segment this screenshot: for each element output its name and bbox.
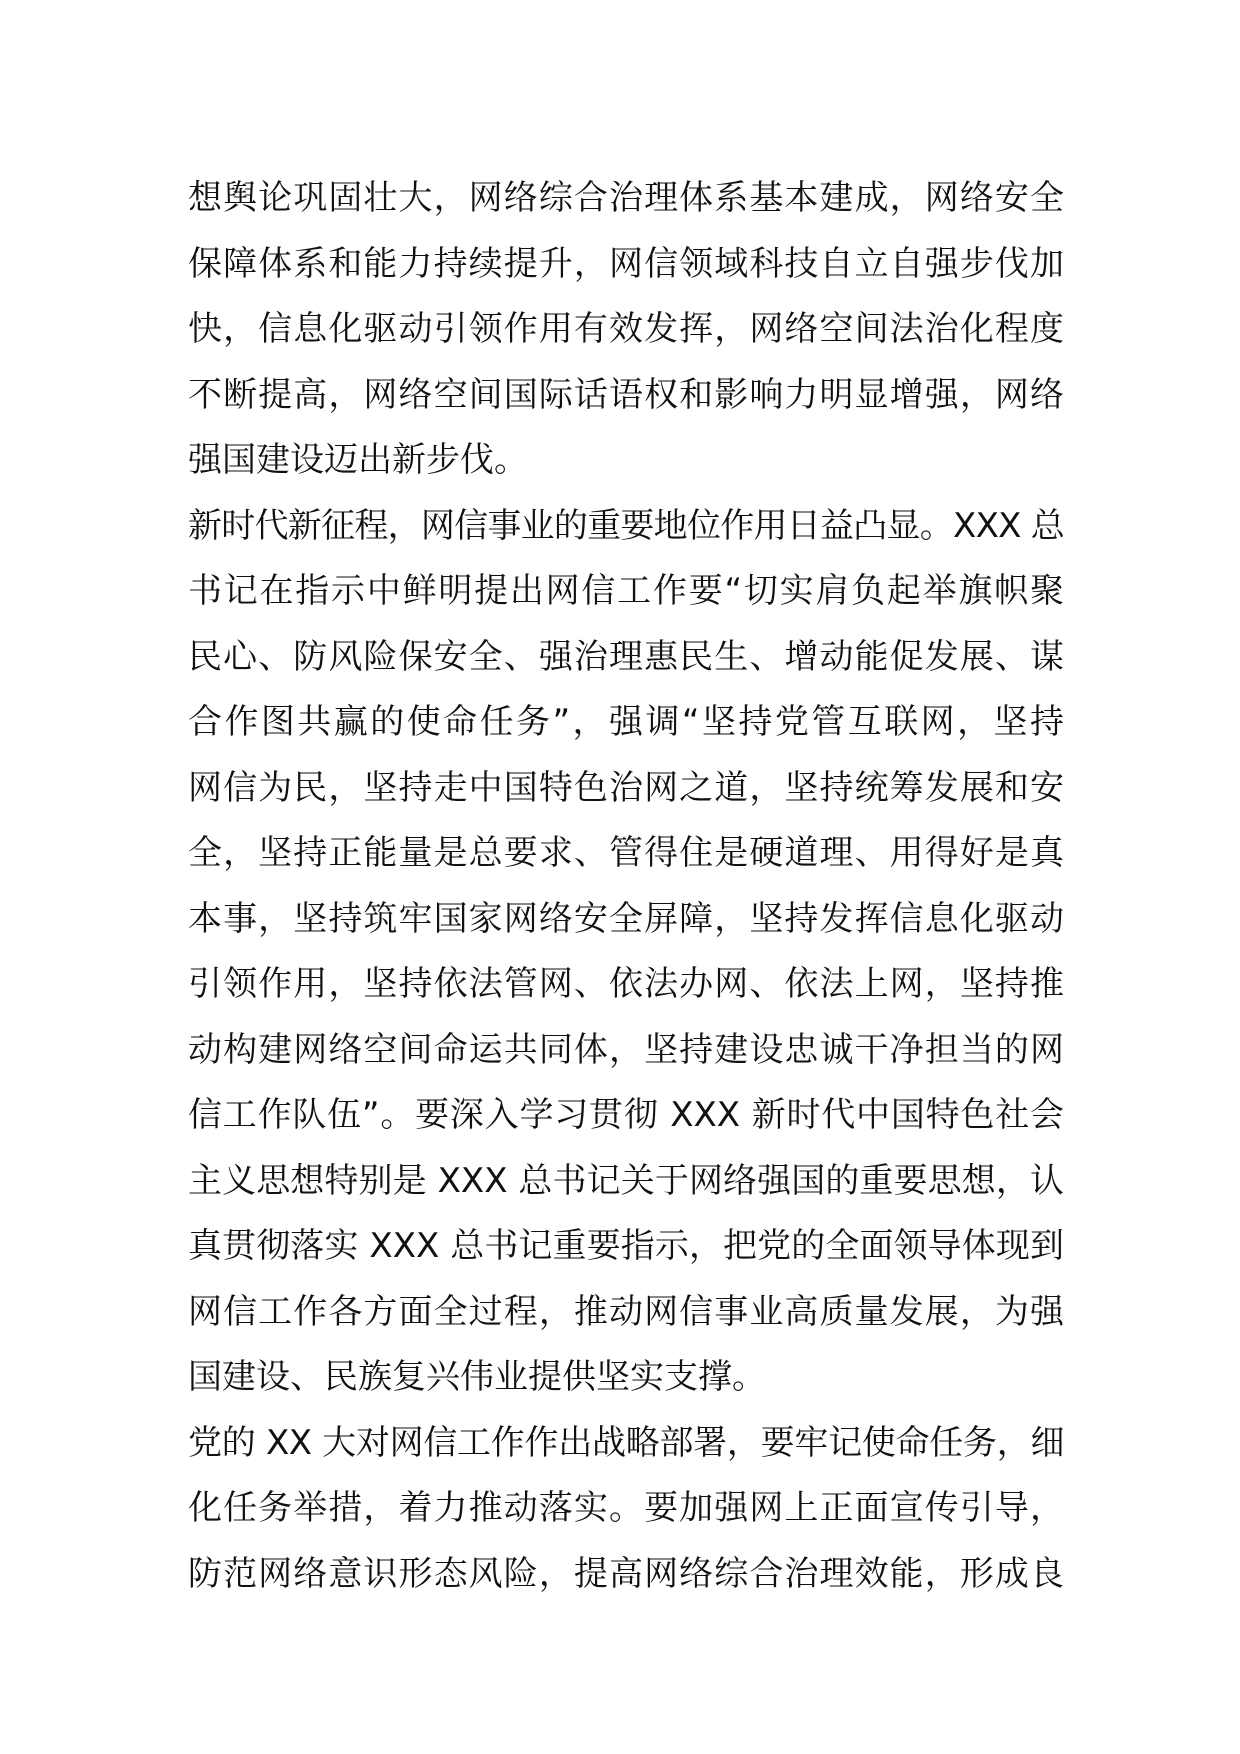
text-line: 书记在指示中鲜明提出网信工作要“切实肩负起举旗帜聚	[188, 571, 1064, 611]
text-line: 保障体系和能力持续提升，网信领域科技自立自强步伐加	[188, 243, 1064, 284]
text-line: 网信工作各方面全过程，推动网信事业高质量发展，为强	[188, 1291, 1064, 1332]
text-line: 动构建网络空间命运共同体，坚持建设忠诚干净担当的网	[188, 1029, 1064, 1070]
text-line: 合作图共赢的使命任务”，强调“坚持党管互联网，坚持	[188, 702, 1064, 742]
text-line: 本事，坚持筑牢国家网络安全屏障，坚持发挥信息化驱动	[188, 898, 1064, 939]
text-line: 党的 XX 大对网信工作作出战略部署，要牢记使命任务，细	[188, 1422, 1064, 1463]
text-line: 网信为民，坚持走中国特色治网之道，坚持统筹发展和安	[188, 767, 1064, 808]
text-line: 真贯彻落实 XXX 总书记重要指示，把党的全面领导体现到	[188, 1226, 1064, 1266]
text-line: 全，坚持正能量是总要求、管得住是硬道理、用得好是真	[188, 833, 1064, 873]
text-line: 引领作用，坚持依法管网、依法办网、依法上网，坚持推	[188, 964, 1064, 1004]
text-line: 信工作队伍”。要深入学习贯彻 XXX 新时代中国特色社会	[188, 1095, 1064, 1135]
text-line: 新时代新征程，网信事业的重要地位作用日益凸显。XXX 总	[188, 505, 1064, 546]
text-line: 国建设、民族复兴伟业提供坚实支撑。	[188, 1357, 766, 1397]
text-line: 防范网络意识形态风险，提高网络综合治理效能，形成良	[188, 1553, 1064, 1594]
text-line: 不断提高，网络空间国际话语权和影响力明显增强，网络	[188, 374, 1064, 415]
text-line: 化任务举措，着力推动落实。要加强网上正面宣传引导，	[188, 1488, 1064, 1528]
text-line: 快，信息化驱动引领作用有效发挥，网络空间法治化程度	[188, 309, 1064, 349]
text-line: 想舆论巩固壮大，网络综合治理体系基本建成，网络安全	[188, 178, 1064, 218]
text-line: 民心、防风险保安全、强治理惠民生、增动能促发展、谋	[188, 636, 1064, 677]
text-line: 强国建设迈出新步伐。	[188, 440, 528, 480]
text-line: 主义思想特别是 XXX 总书记关于网络强国的重要思想，认	[188, 1160, 1064, 1201]
body-text	[188, 166, 1064, 1607]
